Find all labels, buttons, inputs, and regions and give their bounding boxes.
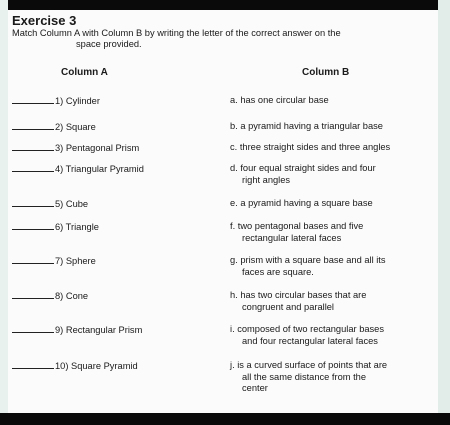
answer-blank[interactable] xyxy=(12,163,54,172)
column-a-item: 9) Rectangular Prism xyxy=(12,324,142,335)
column-a-item: 4) Triangular Pyramid xyxy=(12,163,144,174)
column-b-item: f. two pentagonal bases and five rectangular lateral faces xyxy=(230,221,364,243)
column-b-item: j. is a curved surface of points that are all the same distance from the center xyxy=(230,360,388,393)
answer-blank[interactable] xyxy=(12,198,54,207)
column-b-item: e. a pyramid having a square base xyxy=(230,198,373,208)
worksheet xyxy=(8,10,438,413)
answer-blank[interactable] xyxy=(12,121,54,130)
answer-blank[interactable] xyxy=(12,221,54,230)
left-border xyxy=(0,0,8,425)
instructions xyxy=(12,28,432,50)
column-b-item: c. three straight sides and three angles xyxy=(230,142,391,152)
column-a-item: 6) Triangle xyxy=(12,221,99,232)
column-b-item: a. has one circular base xyxy=(230,95,329,105)
column-a-item: 2) Square xyxy=(12,121,96,132)
column-a-item: 3) Pentagonal Prism xyxy=(12,142,139,153)
column-a-header: Column A xyxy=(61,67,108,78)
answer-blank[interactable] xyxy=(12,360,54,369)
column-a-item: 5) Cube xyxy=(12,198,88,209)
column-a-item: 8) Cone xyxy=(12,290,88,301)
answer-blank[interactable] xyxy=(12,255,54,264)
column-b-item: g. prism with a square base and all its faces are square. xyxy=(230,255,386,277)
answer-blank[interactable] xyxy=(12,324,54,333)
answer-blank[interactable] xyxy=(12,290,54,299)
column-b-item: b. a pyramid having a triangular base xyxy=(230,121,383,131)
top-border xyxy=(0,0,450,10)
instructions-line-1: Match Column A with Column B by writing the letter of the correct answer on the xyxy=(12,28,341,38)
column-b-header: Column B xyxy=(302,67,350,78)
exercise-title: Exercise 3 xyxy=(12,13,77,28)
bottom-border xyxy=(0,413,450,425)
answer-blank[interactable] xyxy=(12,95,54,104)
column-a-item: 10) Square Pyramid xyxy=(12,360,138,371)
column-b-item: i. composed of two rectangular bases and four rectangular lateral faces xyxy=(230,324,384,346)
right-border xyxy=(438,0,450,425)
column-b-item: d. four equal straight sides and four right angles xyxy=(230,163,376,185)
column-b-item: h. has two circular bases that are congruent and parallel xyxy=(230,290,367,312)
instructions-line-2: space provided. xyxy=(76,39,142,49)
answer-blank[interactable] xyxy=(12,142,54,151)
column-a-item: 1) Cylinder xyxy=(12,95,100,106)
column-a-item: 7) Sphere xyxy=(12,255,96,266)
